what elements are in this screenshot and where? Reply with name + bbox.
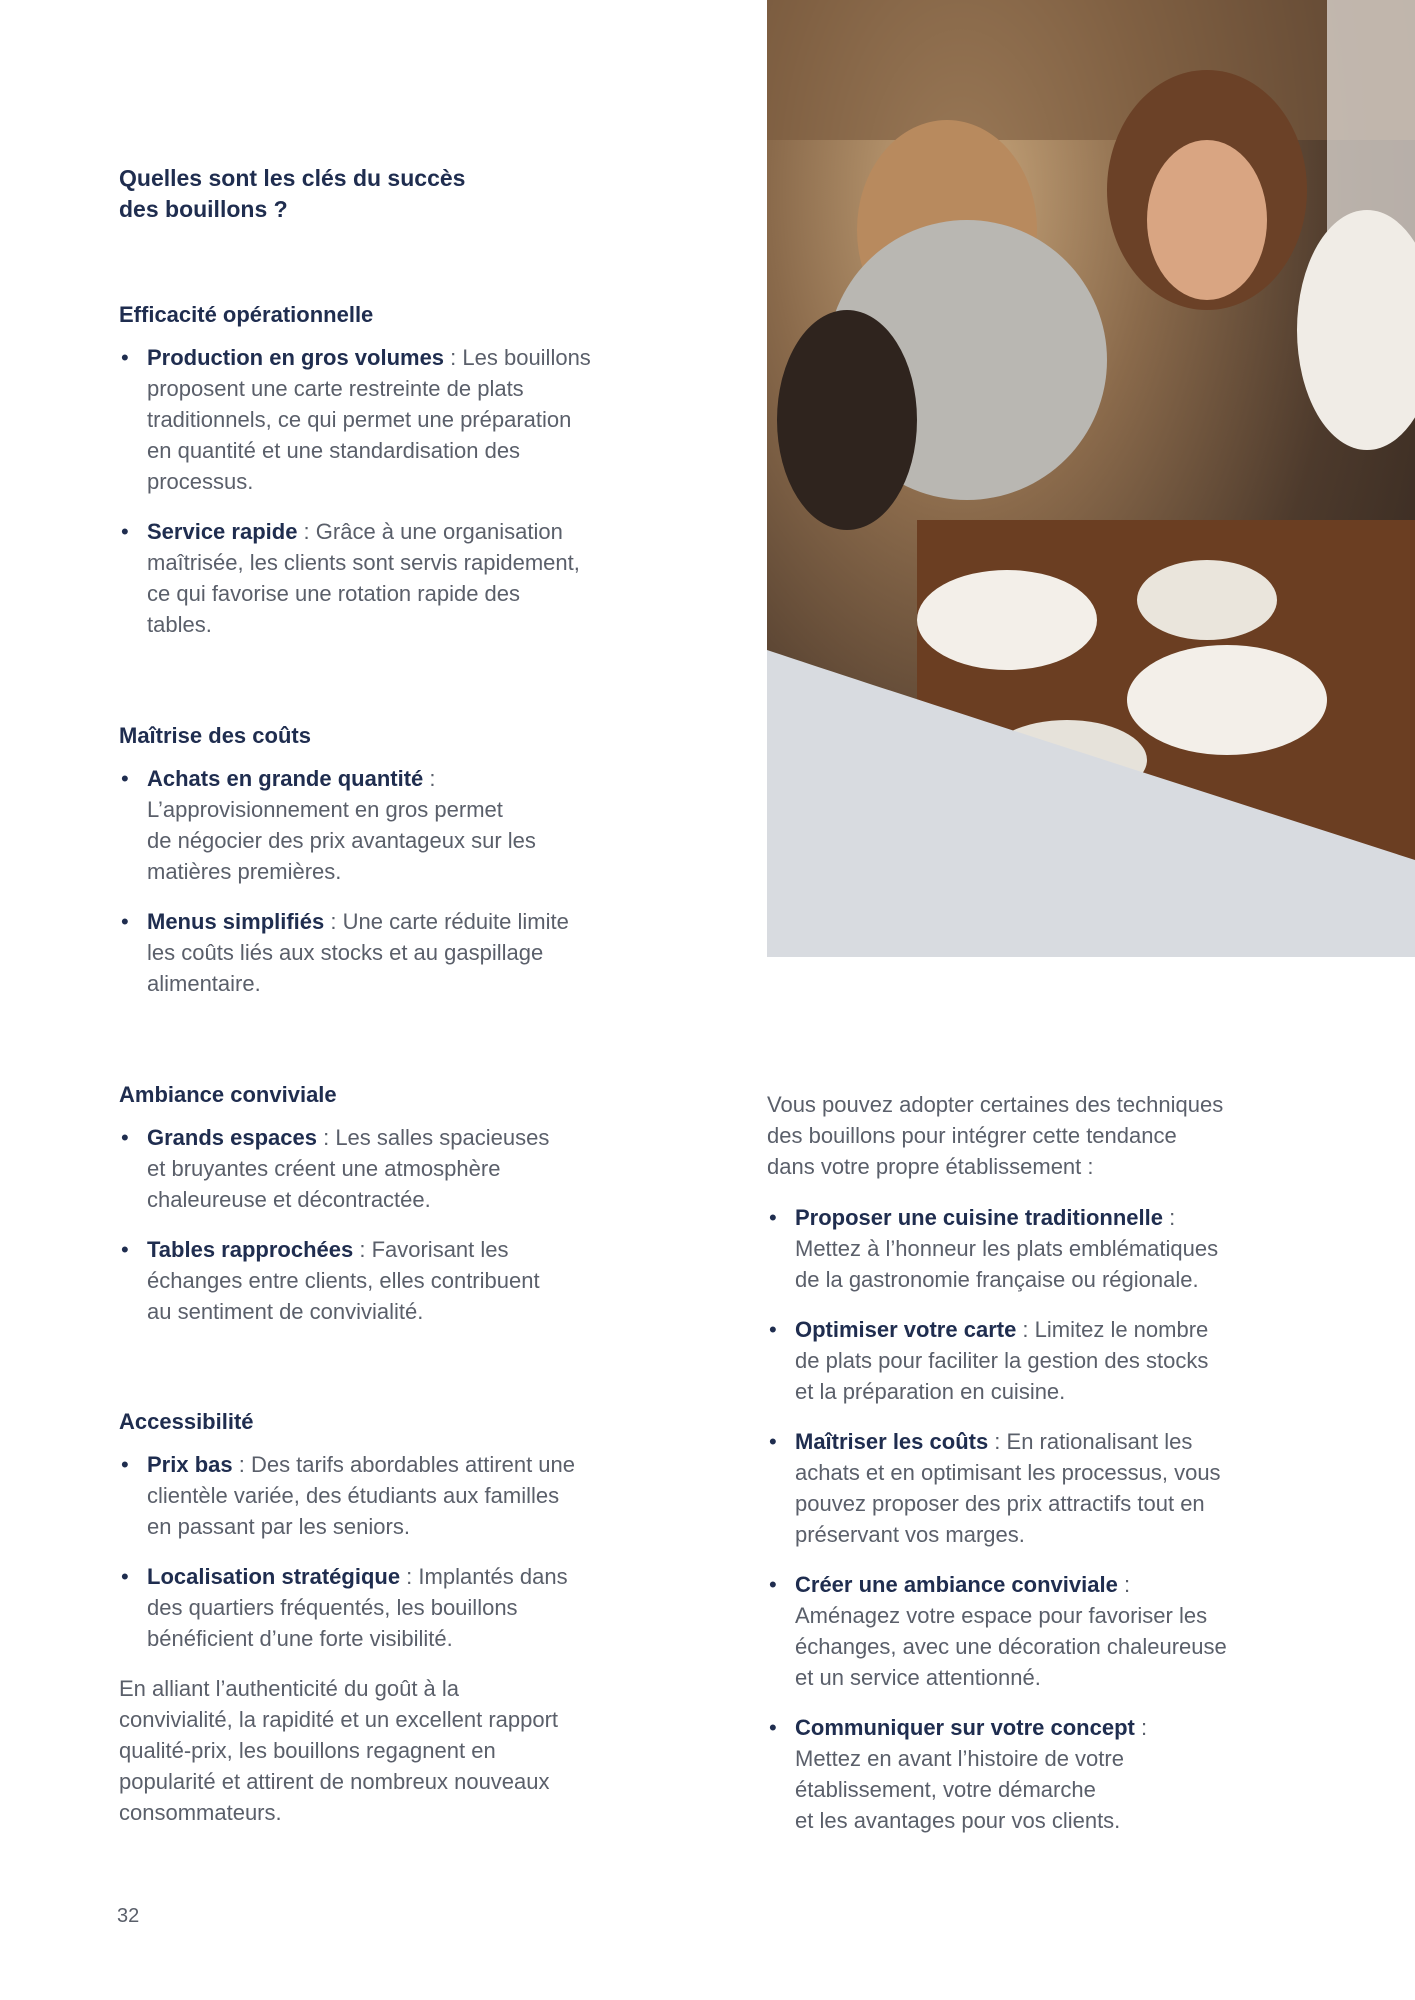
- page-title: Quelles sont les clés du succès des bouillons ?: [119, 165, 466, 222]
- page-number: 32: [117, 1905, 140, 1927]
- list-item: • Proposer une cuisine traditionnelle : Mettez à l’honneur les plats emblématiques de la gastronomie française ou régionale.: [769, 1205, 1219, 1292]
- section-efficacite: [119, 299, 679, 659]
- section-heading: Maîtrise des coûts: [119, 723, 311, 748]
- list-item: • Optimiser votre carte : Limitez le nombre de plats pour faciliter la gestion des stocks et la préparation en cuisine.: [769, 1317, 1209, 1404]
- list-item: • Grands espaces : Les salles spacieuses et bruyantes créent une atmosphère chaleureuse et décontractée.: [121, 1125, 550, 1212]
- section-heading: Ambiance conviviale: [119, 1082, 337, 1107]
- friends-dining-illustration: [767, 0, 1415, 957]
- restaurant-photo: [767, 0, 1415, 957]
- recommendations: [767, 1089, 1367, 1855]
- list-item: • Prix bas : Des tarifs abordables attirent une clientèle variée, des étudiants aux familles en passant par les seniors.: [121, 1452, 576, 1539]
- section-couts: [119, 720, 679, 1018]
- list-item: • Tables rapprochées : Favorisant les échanges entre clients, elles contribuent au sentiment de convivialité.: [121, 1237, 540, 1324]
- section-heading: Efficacité opérationnelle: [119, 302, 374, 327]
- list-item: • Maîtriser les coûts : En rationalisant les achats et en optimisant les processus, vous pouvez proposer des prix attractifs tout en préservant vos marges.: [769, 1429, 1221, 1547]
- list-item: • Localisation stratégique : Implantés dans des quartiers fréquentés, les bouillons bénéficient d’une forte visibilité.: [121, 1564, 568, 1651]
- list-item: • Menus simplifiés : Une carte réduite limite les coûts liés aux stocks et au gaspillage alimentaire.: [121, 909, 569, 996]
- list-item: • Créer une ambiance conviviale : Aménagez votre espace pour favoriser les échanges, avec une décoration chaleureuse et un service attentionné.: [769, 1572, 1227, 1690]
- conclusion-paragraph: En alliant l’authenticité du goût à la convivialité, la rapidité et un excellent rapport qualité-prix, les bouillons regagnent en popularité et attirent de nombreux nouveaux consommateurs.: [119, 1676, 559, 1825]
- section-accessibilite: [119, 1406, 679, 1828]
- intro-paragraph: Vous pouvez adopter certaines des techniques des bouillons pour intégrer cette tendance dans votre propre établissement :: [767, 1092, 1224, 1179]
- section-heading: Accessibilité: [119, 1409, 254, 1434]
- list-item: • Production en gros volumes : Les bouillons proposent une carte restreinte de plats traditionnels, ce qui permet une préparation en quantité et une standardisation des processus.: [121, 345, 591, 494]
- list-item: • Achats en grande quantité : L’approvisionnement en gros permet de négocier des prix avantageux sur les matières premières.: [121, 766, 536, 884]
- section-ambiance: [119, 1079, 679, 1346]
- list-item: • Communiquer sur votre concept : Mettez en avant l’histoire de votre établissement, votre démarche et les avantages pour vos clients.: [769, 1715, 1148, 1833]
- list-item: • Service rapide : Grâce à une organisation maîtrisée, les clients sont servis rapidement, ce qui favorise une rotation rapide des tables.: [121, 519, 580, 637]
